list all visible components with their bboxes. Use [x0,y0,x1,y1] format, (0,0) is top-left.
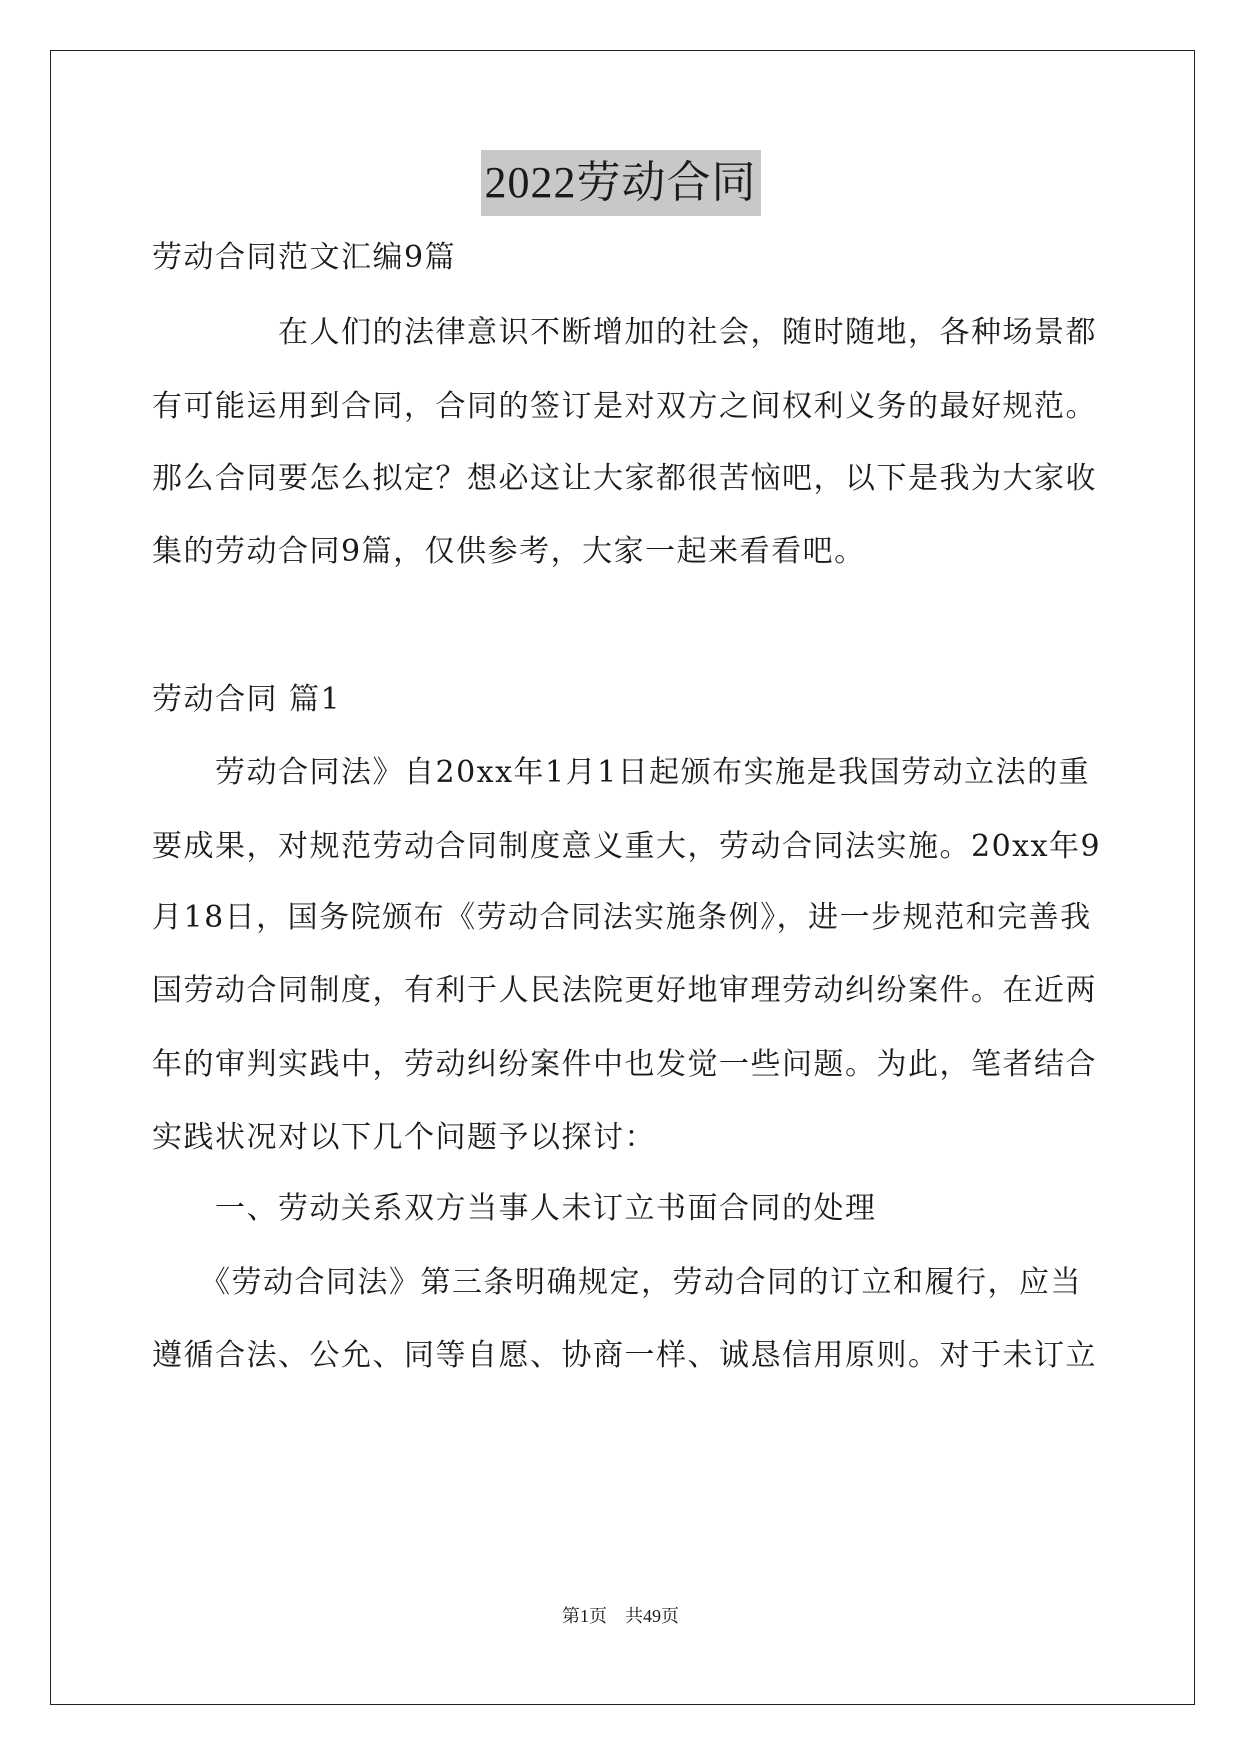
body-line: 在人们的法律意识不断增加的社会，随时随地，各种场景都 [152,315,1097,350]
page-border [50,50,1195,1705]
subheading: 一、劳动关系双方当事人未订立书面合同的处理 [152,1191,877,1226]
body-line: 遵循合法、公允、同等自愿、协商一样、诚恳信用原则。对于未订立 [152,1338,1097,1373]
body-line: 集的劳动合同9篇，仅供参考，大家一起来看看吧。 [152,534,866,569]
section-heading: 劳动合同 篇1 [152,682,342,717]
body-line: 月18日，国务院颁布《劳动合同法实施条例》，进一步规范和完善我 [152,900,1092,935]
body-line: 那么合同要怎么拟定？想必这让大家都很苦恼吧，以下是我为大家收 [152,461,1097,496]
page-footer: 第1页 共49页 [562,1606,679,1626]
body-line: 有可能运用到合同，合同的签订是对双方之间权利义务的最好规范。 [152,389,1097,424]
body-line: 劳动合同法》自20xx年1月1日起颁布实施是我国劳动立法的重 [152,755,1091,790]
body-line: 年的审判实践中，劳动纠纷案件中也发觉一些问题。为此，笔者结合 [152,1047,1097,1082]
body-line: 《劳动合同法》第三条明确规定，劳动合同的订立和履行，应当 [152,1265,1082,1300]
body-line: 国劳动合同制度，有利于人民法院更好地审理劳动纠纷案件。在近两 [152,973,1097,1008]
body-line: 实践状况对以下几个问题予以探讨： [152,1120,656,1155]
body-line: 劳动合同范文汇编9篇 [152,240,457,275]
title-container [0,150,1241,216]
document-title: 2022劳动合同 [481,150,761,216]
body-line: 要成果，对规范劳动合同制度意义重大，劳动合同法实施。20xx年9 [152,829,1102,864]
